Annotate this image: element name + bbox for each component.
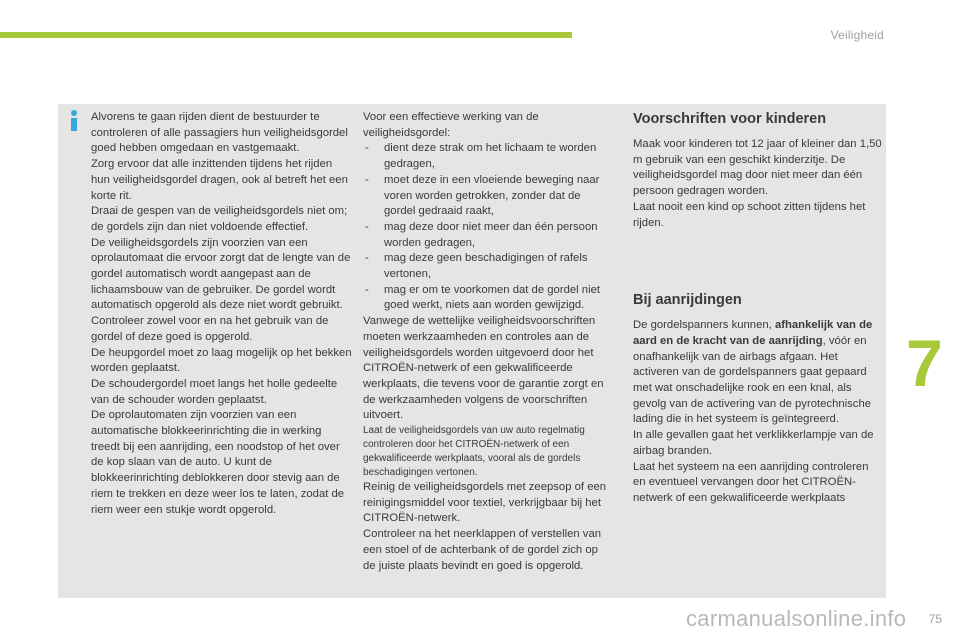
column-effective-use <box>363 110 613 574</box>
paragraph: De heupgordel moet zo laag mogelijk op het bekken worden geplaatst. <box>91 346 352 375</box>
info-icon-stem <box>71 118 77 131</box>
paragraph: De schoudergordel moet langs het holle gedeelte van de schouder worden geplaatst. <box>91 377 338 406</box>
paragraph: De oprolautomaten zijn voorzien van een automatische blokkeerinrichting die in werking treedt bij een aanrijding, een noodstop of het over de kop slaan van de auto. U kunt de blokkeerinrichting deblokkeren door stevig aan de riem te trekken en deze weer los te laten, zodat de riem weer een stukje wordt opgerold. <box>91 409 345 516</box>
list-item: - moet deze in een vloeiende beweging naar voren worden getrokken, zonder dat de gordel gedraaid raakt, <box>363 173 613 220</box>
list-item: - dient deze strak om het lichaam te worden gedragen, <box>363 141 613 172</box>
paragraph: Alvorens te gaan rijden dient de bestuurder te controleren of alle passagiers hun veiligheidsgordel goed hebben omgedaan en vastgemaakt. <box>91 111 348 155</box>
info-icon-dot <box>71 110 77 116</box>
paragraph-inspection: Laat de veiligheidsgordels van uw auto regelmatig controleren door het CITROËN-netwerk of een gekwalificeerde werkplaats, vooral als de gordels beschadigingen vertonen. <box>363 425 585 479</box>
paragraph: In alle gevallen gaat het verklikkerlampje van de airbag branden. <box>633 429 874 457</box>
list-intro: Voor een effectieve werking van de veiligheidsgordel: <box>363 111 539 139</box>
text-run: De gordelspanners kunnen, <box>633 319 775 332</box>
column-children-collisions <box>633 110 883 507</box>
paragraph-control: Controleer na het neerklappen of verstellen van een stoel of de achterbank of de gordel zich op de juiste plaats bevindt en goed is opgerold. <box>363 528 602 572</box>
paragraph: Zorg ervoor dat alle inzittenden tijdens het rijden hun veiligheidsgordel dragen, ook al betreft het een korte rit. <box>91 158 348 202</box>
paragraph-cleaning: Reinig de veiligheidsgordels met zeepsop of een reinigingsmiddel voor textiel, verkrijgbaar bij het CITROËN-netwerk. <box>363 481 607 525</box>
list-item: - mag deze geen beschadigingen of rafels vertonen, <box>363 251 613 282</box>
paragraph: Draai de gespen van de veiligheidsgordels niet om; de gordels zijn dan niet voldoende effectief. <box>91 205 348 233</box>
column-general-info <box>91 110 353 518</box>
requirements-list <box>363 141 613 314</box>
bold-text: afhankelijk van de aard en de kracht van de aanrijding <box>633 319 873 347</box>
chapter-number: 7 <box>906 326 943 400</box>
paragraph: Laat het systeem na een aanrijding controleren en eventueel vervangen door het CITROËN-netwerk of een gekwalificeerde werkplaats <box>633 460 869 504</box>
heading-children: Voorschriften voor kinderen <box>633 111 827 127</box>
header-accent-bar <box>0 32 572 38</box>
heading-collisions: Bij aanrijdingen <box>633 292 742 309</box>
paragraph-pretensioners <box>633 318 883 428</box>
section-title: Veiligheid <box>830 28 884 42</box>
watermark: carmanualsonline.info <box>686 606 907 631</box>
paragraph-law: Vanwege de wettelijke veiligheidsvoorschriften moeten werkzaamheden en controles aan de veiligheidsgordels worden uitgevoerd door het CITROËN-netwerk of een gekwalificeerde werkplaats, die tevens voor de garantie zorgt en de werkzaamheden volgens de voorschriften uitvoert. <box>363 315 604 422</box>
text-run: , vóór en onafhankelijk van de airbags afgaan. Het activeren van de gordelspanners gaat gepaard met wat onschadelijke rook en een knal, als gevolg van de activering van de pyrotechnische lading die in het systeem is geïntegreerd. <box>633 334 872 426</box>
list-item: - mag deze door niet meer dan één persoon worden gedragen, <box>363 220 613 251</box>
paragraph: Laat nooit een kind op schoot zitten tijdens het rijden. <box>633 200 866 229</box>
paragraph: Maak voor kinderen tot 12 jaar of kleiner dan 1,50 m gebruik van een geschikt kinderzitje. De veiligheidsgordel mag door niet meer dan één persoon gedragen worden. <box>633 138 882 198</box>
info-icon <box>67 110 83 132</box>
list-item: - mag er om te voorkomen dat de gordel niet goed werkt, niets aan worden gewijzigd. <box>363 283 613 314</box>
paragraph: De veiligheidsgordels zijn voorzien van een oprolautomaat die ervoor zorgt dat de lengte van de gordel automatisch wordt aangepast aan de lichaamsbouw van de gebruiker. De gordel wordt automatisch opgerold als deze niet wordt gebruikt. <box>91 236 351 312</box>
paragraph: Controleer zowel voor en na het gebruik van de gordel of deze goed is opgerold. <box>91 315 329 343</box>
page-number: 75 <box>928 612 942 626</box>
